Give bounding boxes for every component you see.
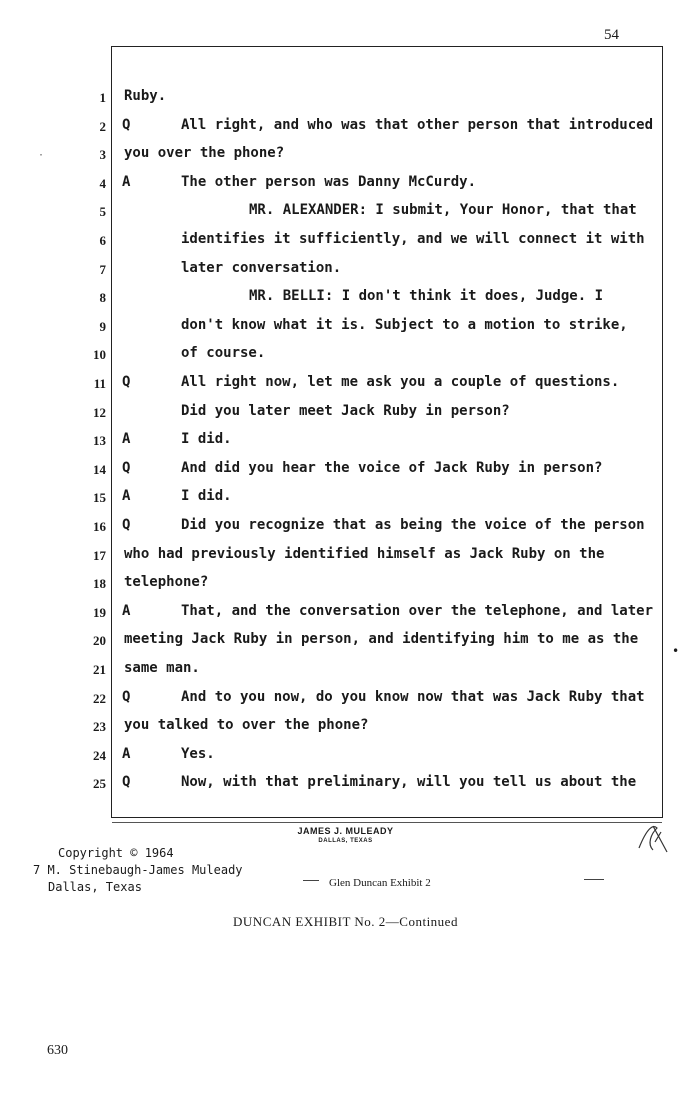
side-dot: •: [672, 644, 680, 658]
page-number: 54: [604, 27, 619, 43]
line-number: 19: [93, 605, 106, 620]
transcript-line-text: All right, and who was that other person that introduced: [181, 117, 654, 133]
transcript-line-text: I did.: [181, 431, 232, 447]
transcript-line-text: And to you now, do you know now that was Jack Ruby that: [181, 689, 645, 705]
line-number: 1: [99, 90, 106, 105]
line-number: 14: [93, 462, 106, 477]
line-number: 6: [99, 233, 106, 248]
speaker-label: A: [122, 431, 131, 447]
line-number: 10: [93, 347, 106, 362]
transcript-line-text: And did you hear the voice of Jack Ruby in person?: [181, 460, 603, 476]
line-number: 23: [93, 719, 106, 734]
frame-bottom-rule: [112, 822, 662, 823]
speaker-label: Q: [122, 117, 131, 133]
speaker-label: A: [122, 174, 131, 190]
speaker-label: Q: [122, 374, 131, 390]
line-number: 13: [93, 433, 106, 448]
transcript-line-text: meeting Jack Ruby in person, and identifying him to me as the: [124, 631, 639, 647]
transcript-line-text: Yes.: [181, 746, 215, 762]
line-number: 12: [93, 405, 106, 420]
line-number: 17: [93, 548, 106, 563]
copyright-line-1: Copyright © 1964: [58, 846, 174, 860]
transcript-line-text: who had previously identified himself as Jack Ruby on the: [124, 546, 605, 562]
transcript-line-text: MR. BELLI: I don't think it does, Judge. I: [249, 288, 604, 304]
copyright-line-3: Dallas, Texas: [48, 880, 142, 894]
line-number: 21: [93, 662, 106, 677]
exhibit-dash-left: [303, 880, 319, 881]
reporter-name: JAMES J. MULEADY: [297, 826, 394, 836]
transcript-line-text: All right now, let me ask you a couple of questions.: [181, 374, 620, 390]
speaker-label: A: [122, 603, 131, 619]
line-number: 2: [99, 119, 106, 134]
reporter-city: DALLAS, TEXAS: [318, 838, 373, 844]
line-number: 8: [99, 290, 106, 305]
line-number: 24: [93, 748, 106, 763]
caption: DUNCAN EXHIBIT No. 2—Continued: [233, 914, 458, 929]
transcript-line-text: you talked to over the phone?: [124, 717, 369, 733]
line-number: 11: [93, 376, 106, 391]
transcript-line-text: I did.: [181, 488, 232, 504]
speaker-label: Q: [122, 517, 131, 533]
book-page-number: 630: [47, 1043, 68, 1058]
transcript-line-text: Did you recognize that as being the voice of the person: [181, 517, 645, 533]
line-number: 9: [99, 319, 106, 334]
transcript-line-text: That, and the conversation over the telephone, and later: [181, 603, 654, 619]
line-number: 25: [93, 776, 106, 791]
transcript-line-text: MR. ALEXANDER: I submit, Your Honor, that that: [249, 202, 637, 218]
line-number: 20: [93, 633, 106, 648]
speaker-label: Q: [122, 774, 131, 790]
copyright-line-2: 7 M. Stinebaugh-James Muleady: [33, 863, 243, 877]
transcript-line-text: identifies it sufficiently, and we will connect it with: [181, 231, 645, 247]
transcript-line-text: later conversation.: [181, 260, 342, 276]
transcript-line-text: The other person was Danny McCurdy.: [181, 174, 477, 190]
line-number: 16: [93, 519, 106, 534]
exhibit-dash-right: [584, 879, 604, 880]
line-number: 22: [93, 691, 106, 706]
transcript-line-text: Did you later meet Jack Ruby in person?: [181, 403, 510, 419]
line-number: 15: [93, 490, 106, 505]
left-margin-mark: ·: [38, 150, 45, 161]
transcript-line-text: of course.: [181, 345, 266, 361]
transcript-line-text: Now, with that preliminary, will you tell us about the: [181, 774, 637, 790]
transcript-line-text: same man.: [124, 660, 200, 676]
transcript-line-text: don't know what it is. Subject to a motion to strike,: [181, 317, 628, 333]
transcript-line-text: telephone?: [124, 574, 209, 590]
transcript-line-text: you over the phone?: [124, 145, 285, 161]
transcript-line-text: Ruby.: [124, 88, 167, 104]
line-number: 4: [99, 176, 106, 191]
speaker-label: A: [122, 488, 131, 504]
speaker-label: A: [122, 746, 131, 762]
speaker-label: Q: [122, 689, 131, 705]
line-number: 18: [93, 576, 106, 591]
line-number: 7: [99, 262, 106, 277]
speaker-label: Q: [122, 460, 131, 476]
line-number: 3: [99, 147, 106, 162]
line-number: 5: [99, 204, 106, 219]
exhibit-label: Glen Duncan Exhibit 2: [329, 877, 431, 889]
